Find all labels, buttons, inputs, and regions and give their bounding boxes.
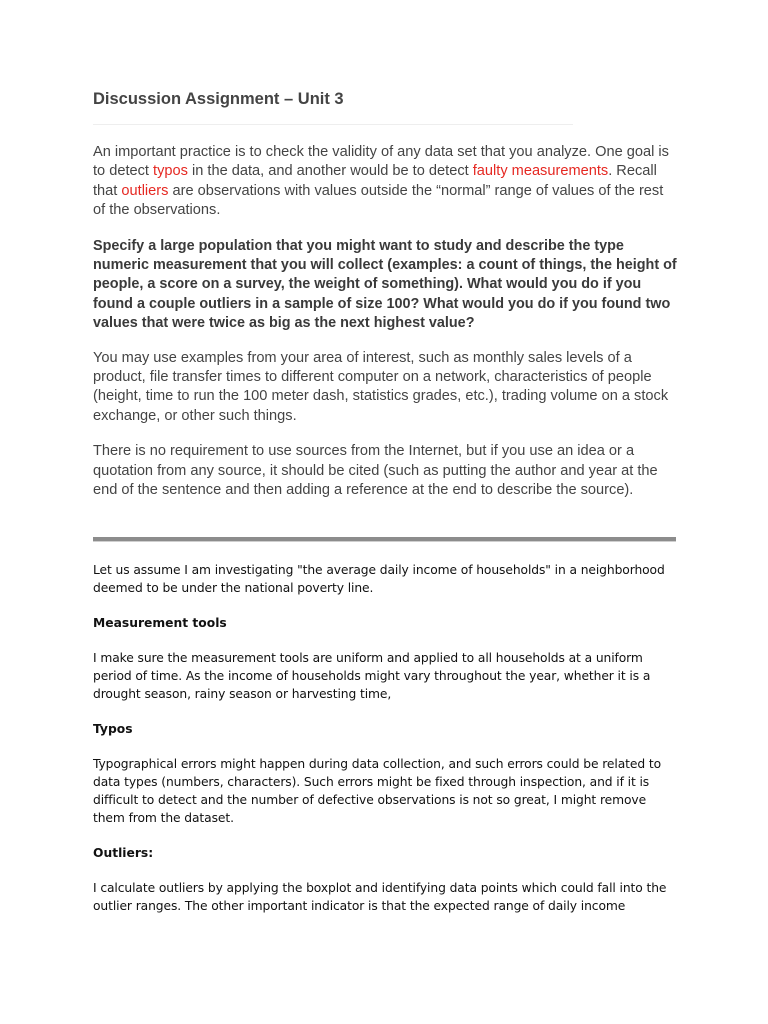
response-intro: Let us assume I am investigating "the average daily income of households" in a neighborhood deemed to be under the national poverty line. xyxy=(93,562,665,595)
intro-text-part3: . Recall that xyxy=(93,163,657,199)
section-body-typos: Typographical errors might happen during data collection, and such errors could be related to data types (numbers, characters). Such errors might be fixed through inspection, and if it is difficult to detect and the number of defective observations is not so great, I might remove them from the dataset. xyxy=(93,756,661,825)
document-page xyxy=(93,88,678,915)
assignment-title: Discussion Assignment – Unit 3 xyxy=(93,90,344,108)
section-body-outliers: I calculate outliers by applying the boxplot and identifying data points which could fall into the outlier ranges. The other important indicator is that the expected range of daily income xyxy=(93,880,667,913)
title-underline xyxy=(93,124,573,125)
assignment-prompt: Specify a large population that you might want to study and describe the type numeric measurement that you will collect (examples: a count of things, the height of people, a score on a survey, the weight of something). What would you do if you found a couple outliers in a sample of size 100? What would you do if you found two values that were twice as big as the next highest value? xyxy=(93,237,677,332)
sources-paragraph: There is no requirement to use sources from the Internet, but if you use an idea or a quotation from any source, it should be cited (such as putting the author and year at the end of the sentence and then adding a reference at the end to describe the source). xyxy=(93,443,658,499)
examples-paragraph: You may use examples from your area of interest, such as monthly sales levels of a product, file transfer times to different computer on a network, characteristics of people (height, time to run the 100 meter dash, statistics grades, etc.), trading volume on a stock exchange, or other such things. xyxy=(93,349,669,424)
section-divider xyxy=(93,537,676,542)
outliers-highlight: outliers xyxy=(121,182,169,199)
typos-highlight: typos xyxy=(153,163,188,180)
section-heading-measurement-tools: Measurement tools xyxy=(93,615,227,630)
section-body-measurement-tools: I make sure the measurement tools are uniform and applied to all households at a uniform period of time. As the income of households might vary throughout the year, whether it is a drought season, rainy season or harvesting time, xyxy=(93,650,651,701)
section-heading-typos: Typos xyxy=(93,721,133,736)
intro-text-part4: are observations with values outside the “normal” range of values of the rest of the observations. xyxy=(93,182,664,219)
intro-text-part2: in the data, and another would be to detect xyxy=(187,163,473,180)
faulty-measurements-highlight: faulty measurements xyxy=(472,163,609,180)
section-heading-outliers: Outliers: xyxy=(93,845,154,860)
assignment-intro-paragraph xyxy=(93,143,678,221)
intro-text-part1: An important practice is to check the validity of any data set that you analyze. One goal is to detect xyxy=(93,144,669,180)
